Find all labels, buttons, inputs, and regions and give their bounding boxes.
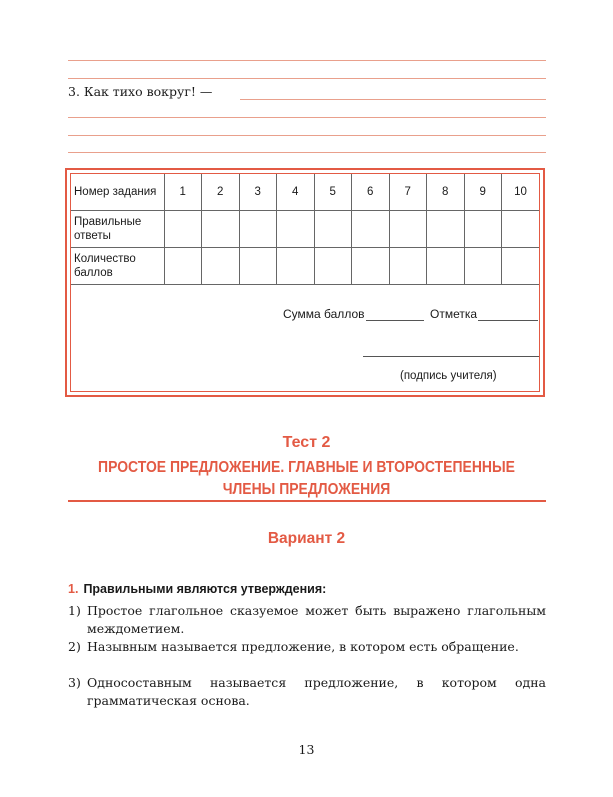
answer-cell[interactable] [277, 211, 315, 248]
task-number: 3 [239, 174, 277, 211]
task-number: 10 [502, 174, 540, 211]
variant-title: Вариант 2 [267, 530, 346, 547]
correct-answers-row [71, 211, 539, 248]
statement [68, 602, 546, 637]
sum-input-line[interactable] [366, 320, 424, 321]
score-box-inner [70, 173, 540, 392]
task-1-heading [68, 582, 326, 596]
score-box [65, 168, 545, 397]
test-subtitle [31, 457, 583, 501]
points-cell[interactable] [202, 248, 240, 285]
points-cell[interactable] [502, 248, 540, 285]
task-number: 4 [277, 174, 315, 211]
test-subtitle-line: ЧЛЕНЫ ПРЕДЛОЖЕНИЯ [222, 481, 391, 498]
answer-cell[interactable] [202, 211, 240, 248]
answer-cell[interactable] [502, 211, 540, 248]
grade-label: Отметка [430, 307, 478, 321]
task-number: 8 [427, 174, 465, 211]
test-title: Тест 2 [282, 434, 331, 451]
statement-number: 3) [68, 675, 81, 690]
test-subtitle-line: ПРОСТОЕ ПРЕДЛОЖЕНИЕ. ГЛАВНЫЕ И ВТОРОСТЕПЕННЫЕ [98, 459, 515, 476]
signature-label: (подпись учителя) [400, 370, 497, 382]
task-number: 5 [314, 174, 352, 211]
answer-cell[interactable] [389, 211, 427, 248]
task-number: 9 [464, 174, 502, 211]
answer-line [68, 135, 546, 136]
grade-input-line[interactable] [478, 320, 538, 321]
answer-cell[interactable] [239, 211, 277, 248]
task-number: 7 [389, 174, 427, 211]
points-row [71, 248, 539, 285]
row-label: Количество баллов [71, 248, 164, 285]
task-number-row [71, 174, 539, 211]
signature-line[interactable] [363, 356, 539, 357]
score-table [71, 174, 539, 285]
answer-line [68, 152, 546, 153]
task-number: 1 [164, 174, 202, 211]
page-number: 13 [298, 742, 315, 757]
answer-line [68, 78, 546, 79]
statement-text: Назывным называется предложение, в котором есть обращение. [87, 639, 519, 654]
answer-cell[interactable] [314, 211, 352, 248]
task-number: 1. [68, 582, 79, 596]
answer-cell[interactable] [352, 211, 390, 248]
points-cell[interactable] [164, 248, 202, 285]
row-label: Номер задания [71, 174, 164, 211]
statement-text: Односоставным называется предложение, в котором одна грамматическая основа. [87, 675, 546, 708]
answer-line [68, 117, 546, 118]
statement [68, 638, 546, 656]
points-cell[interactable] [427, 248, 465, 285]
answer-cell[interactable] [427, 211, 465, 248]
statement-text: Простое глагольное сказуемое может быть выражено глагольным междометием. [87, 603, 546, 636]
statement-number: 2) [68, 639, 81, 654]
points-cell[interactable] [464, 248, 502, 285]
task-number: 2 [202, 174, 240, 211]
question-3-text: 3. Как тихо вокруг! — [68, 84, 213, 99]
title-divider [68, 500, 546, 502]
answer-cell[interactable] [464, 211, 502, 248]
answer-cell[interactable] [164, 211, 202, 248]
points-cell[interactable] [389, 248, 427, 285]
statement-number: 1) [68, 603, 81, 618]
points-cell[interactable] [239, 248, 277, 285]
task-number: 6 [352, 174, 390, 211]
answer-line [68, 60, 546, 61]
points-cell[interactable] [314, 248, 352, 285]
points-cell[interactable] [277, 248, 315, 285]
points-cell[interactable] [352, 248, 390, 285]
task-prompt: Правильными являются утверждения: [83, 582, 327, 596]
sum-label: Сумма баллов [283, 307, 365, 321]
row-label: Правильные ответы [71, 211, 164, 248]
answer-line [240, 99, 546, 100]
statement [68, 674, 546, 709]
